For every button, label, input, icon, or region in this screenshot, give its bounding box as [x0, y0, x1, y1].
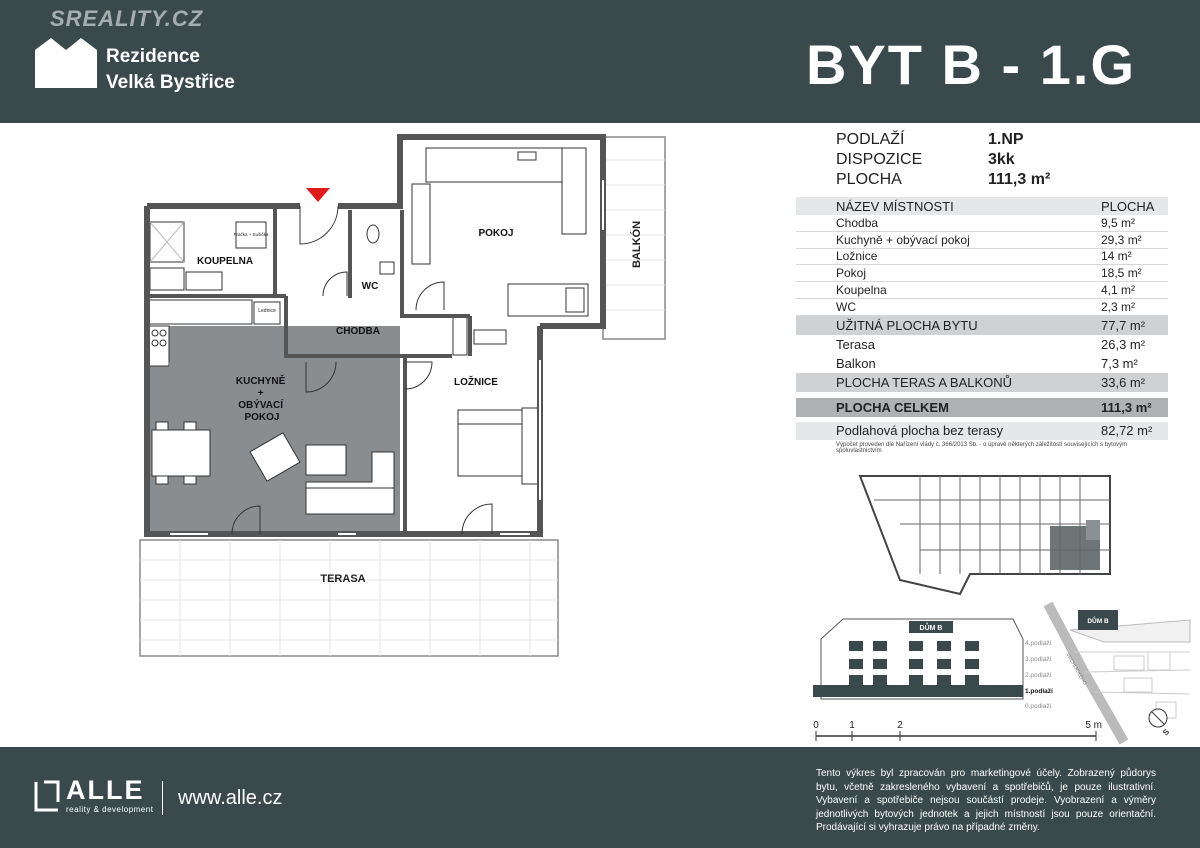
balkon-label: Balkon — [836, 355, 876, 371]
room-name: Koupelna — [836, 283, 887, 298]
bedside — [474, 330, 506, 344]
room-name: WC — [836, 299, 856, 314]
room-label-chodba: CHODBA — [336, 326, 380, 337]
room-name: Chodba — [836, 215, 879, 230]
scale-tick-1: 1 — [849, 720, 855, 731]
room-label-terasa: TERASA — [320, 573, 366, 585]
street-label: VRCHLICKÉHO — [1064, 652, 1088, 687]
north-label: S — [1161, 727, 1172, 738]
wc-sink — [380, 262, 394, 274]
entrance-marker — [306, 188, 330, 202]
col-name-header: NÁZEV MÍSTNOSTI — [836, 198, 954, 214]
hall-wardrobe — [453, 315, 467, 355]
usable-area-row — [796, 316, 1168, 335]
usable-area-value: 77,7 m² — [1101, 317, 1146, 333]
house-logo-icon — [33, 28, 99, 90]
fridge-label: Lednice — [258, 308, 276, 314]
balkon-value: 7,3 m² — [1101, 355, 1138, 371]
room-label-wc: WC — [361, 281, 379, 292]
unit-title: BYT B - 1.G — [805, 33, 1136, 96]
table-row — [796, 249, 1168, 266]
room-name: Pokoj — [836, 266, 867, 281]
disclaimer-text: Tento výkres byl zpracován pro marketingové účely. Zobrazený půdorys bytu, včetně zakresleného vybavení a spotřebičů, je pouze ilustrativní. Vybavení a spotřebiče nejsou součástí prodeje. Vyobrazení a výměry jednotlivých bytových jednotek a jejich místností jsou pouze orientační. Prodávající si vyhrazuje právo na případné změny. — [816, 768, 1156, 833]
floor-label-4: 4.podlaží — [1025, 640, 1052, 647]
scale-tick-5: 5 m — [1085, 720, 1102, 731]
total-area-row — [796, 398, 1168, 417]
terasa-value: 26,3 m² — [1101, 336, 1146, 352]
terasa-label: Terasa — [836, 336, 876, 352]
room-label-balkon: BALKÓN — [631, 220, 643, 268]
calculation-note: Výpočet proveden dle Nařízení vlády č. 366/2013 Sb. - o úpravě některých záležitostí souvisejících s bytovým spoluvlastnictvím — [836, 441, 1128, 454]
balkon-row — [796, 354, 1168, 373]
spec-floor-value: 1.NP — [988, 131, 1024, 148]
room-area: 2,3 m² — [1101, 299, 1136, 314]
room-area: 29,3 m² — [1101, 232, 1142, 247]
brand-divider — [162, 781, 163, 815]
floor-area-value: 82,72 m² — [1101, 423, 1153, 439]
table-row — [796, 215, 1168, 232]
spec-layout-label: DISPOZICE — [836, 151, 923, 168]
floor-label-1: 1.podlaží — [1025, 688, 1053, 695]
project-name-line1: Rezidence — [106, 46, 200, 67]
site-plan — [1044, 602, 1194, 742]
building-key-plan — [860, 470, 1118, 600]
spec-layout-value: 3kk — [988, 151, 1015, 168]
watermark: SREALITY.CZ — [50, 6, 204, 31]
project-name — [106, 44, 235, 96]
outdoor-area-label: PLOCHA TERAS A BALKONŮ — [836, 374, 1013, 390]
floor-label-3: 3.podlaží — [1025, 656, 1052, 663]
kitchen-counter-top — [147, 300, 252, 324]
spec-layout — [836, 150, 1156, 170]
washbasin — [186, 272, 222, 290]
floor-plan — [120, 130, 643, 660]
kitchen-island — [169, 362, 219, 390]
alle-logo-icon — [34, 780, 60, 812]
outdoor-area-value: 33,6 m² — [1101, 374, 1146, 390]
unit-spec — [836, 130, 1156, 190]
bath-shelf — [150, 268, 184, 290]
desk — [426, 148, 566, 182]
terrace-area — [140, 540, 558, 656]
shelf-pokoj — [412, 184, 430, 264]
website-link[interactable]: www.alle.cz — [178, 787, 283, 809]
room-label-kuchyne-2: + — [257, 388, 264, 399]
coffee-table — [306, 445, 346, 475]
dining-table — [152, 430, 210, 476]
room-label-kuchyne-1: KUCHYNĚ — [235, 376, 286, 387]
spec-floor — [836, 130, 1156, 150]
footer-banner — [0, 747, 1200, 848]
floor-area-label: Podlahová plocha bez terasy — [836, 423, 1003, 439]
usable-area-label: UŽITNÁ PLOCHA BYTU — [836, 317, 978, 333]
room-label-koupelna: KOUPELNA — [196, 256, 254, 267]
room-label-kuchyne-3: OBÝVACÍ — [238, 400, 284, 411]
table-row — [796, 232, 1168, 249]
spec-area-value: 111,3 m² — [988, 171, 1051, 188]
terasa-row — [796, 335, 1168, 354]
project-name-line2: Velká Bystřice — [106, 72, 235, 93]
floor-label-0: 0.podlaží — [1025, 703, 1052, 710]
spec-floor-label: PODLAŽÍ — [836, 131, 905, 148]
wardrobe-loznice — [522, 408, 538, 484]
wardrobe-pokoj — [562, 148, 586, 234]
header-banner — [0, 0, 1200, 123]
scale-tick-0: 0 — [813, 720, 819, 731]
rooms-table — [796, 197, 1168, 454]
room-label-pokoj: POKOJ — [478, 228, 514, 239]
current-floor-band — [813, 685, 1023, 697]
col-area-header: PLOCHA — [1101, 198, 1155, 214]
scale-tick-2: 2 — [897, 720, 903, 731]
spec-area — [836, 170, 1156, 190]
building-elevation — [813, 605, 1063, 713]
washer-label: Pračka + Sušička — [233, 232, 269, 237]
elevation-house-label: DŮM B — [919, 625, 943, 632]
toilet — [367, 225, 379, 243]
table-row — [796, 265, 1168, 282]
floor-area-row — [796, 422, 1168, 440]
room-area: 14 m² — [1101, 249, 1132, 264]
room-label-kuchyne-4: POKOJ — [244, 412, 280, 423]
room-name: Ložnice — [836, 249, 878, 264]
outdoor-area-row — [796, 373, 1168, 392]
table-row — [796, 299, 1168, 316]
spec-area-label: PLOCHA — [836, 171, 902, 188]
table-row — [796, 282, 1168, 299]
site-house-label: DŮM B — [1087, 618, 1109, 625]
brand-name: ALLE — [66, 775, 145, 805]
rooms-table-header — [796, 197, 1168, 215]
room-area: 18,5 m² — [1101, 266, 1142, 281]
room-name: Kuchyně + obývací pokoj — [836, 232, 970, 247]
total-area-label: PLOCHA CELKEM — [836, 399, 949, 415]
room-area: 4,1 m² — [1101, 283, 1136, 298]
room-area: 9,5 m² — [1101, 215, 1136, 230]
floor-label-2: 2.podlaží — [1025, 672, 1052, 679]
brand-subtitle: reality & development — [66, 805, 154, 814]
room-label-loznice: LOŽNICE — [454, 377, 498, 388]
total-area-value: 111,3 m² — [1101, 399, 1152, 415]
